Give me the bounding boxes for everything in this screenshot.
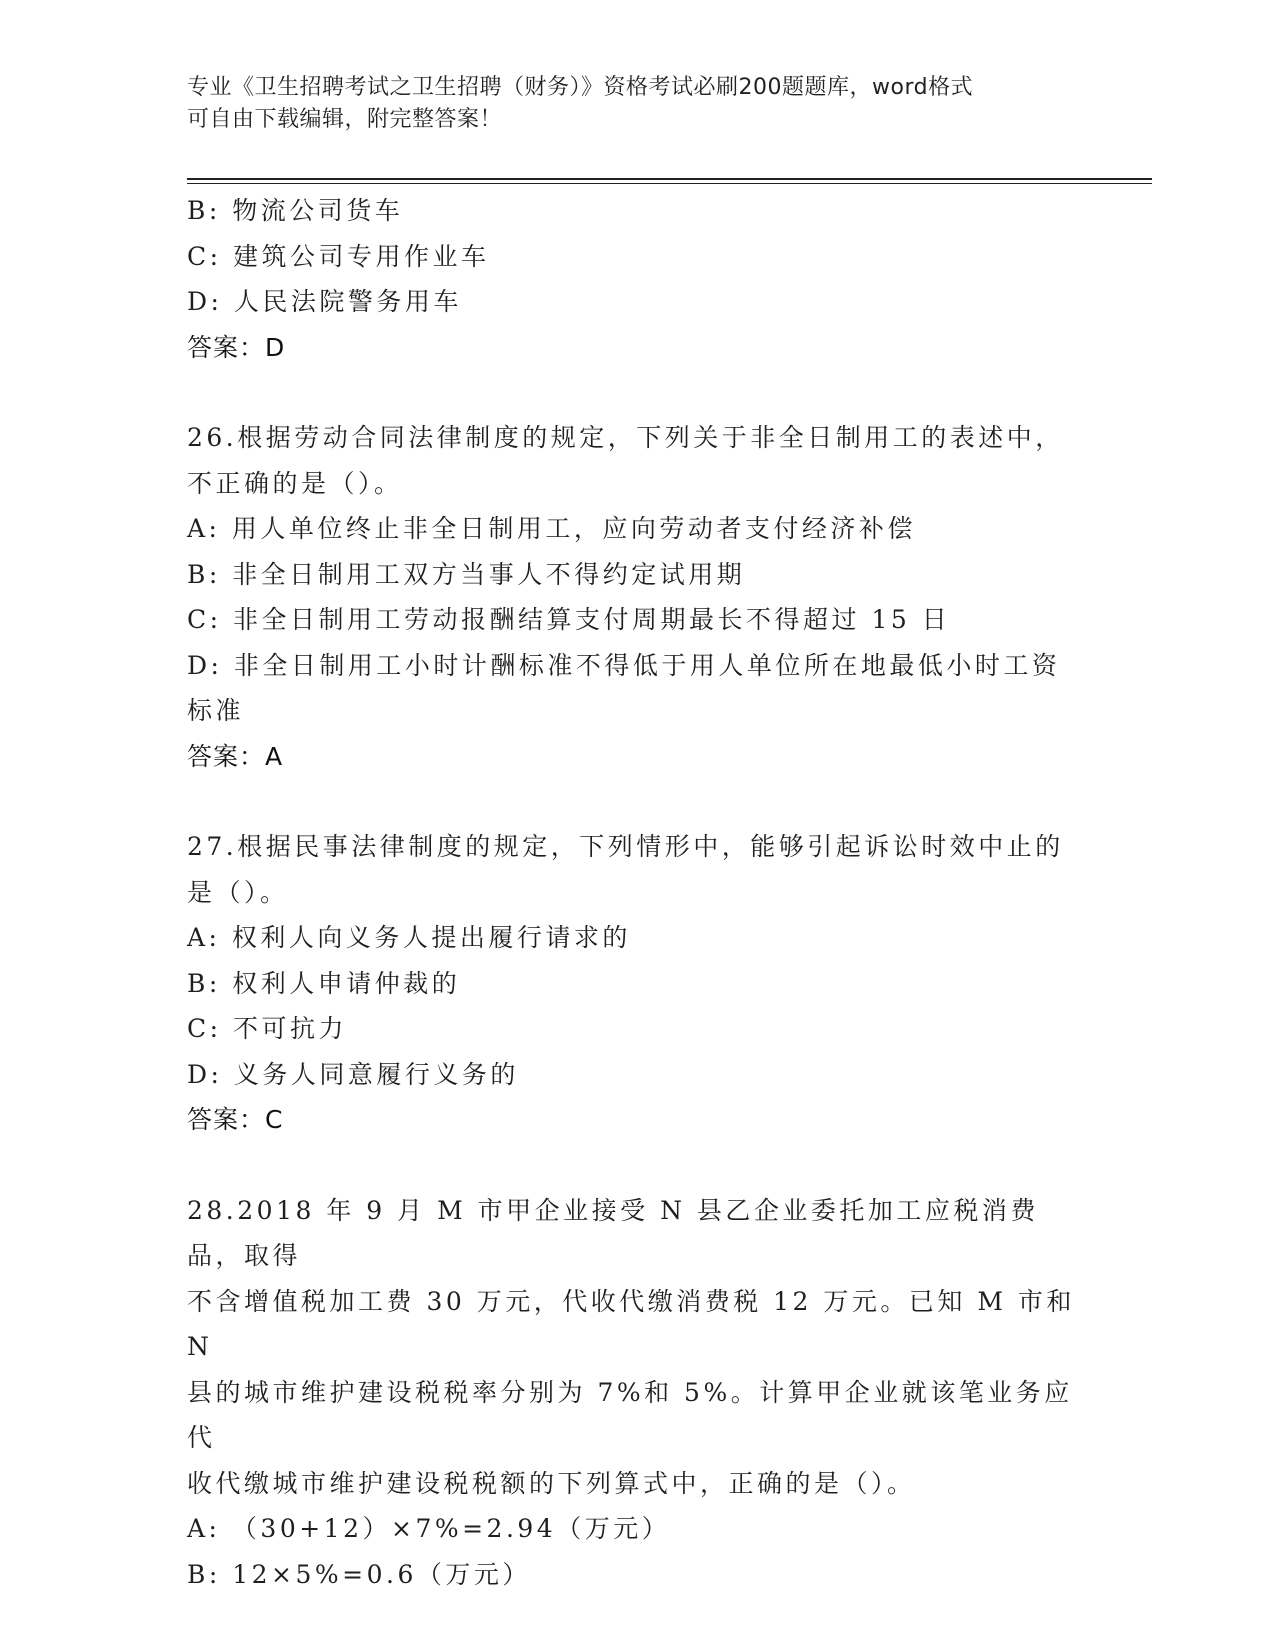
question-25 xyxy=(187,188,1087,370)
answer-label: 答案：C xyxy=(187,1105,284,1134)
header-title-line-2: 可自由下载编辑，附完整答案！ xyxy=(187,107,503,132)
option-b: B: 物流公司货车 xyxy=(187,196,404,225)
question-stem-line: 收代缴城市维护建设税税额的下列算式中，正确的是（）。 xyxy=(187,1468,916,1498)
option-c: C: 不可抗力 xyxy=(187,1014,347,1043)
question-stem-line: 26.根据劳动合同法律制度的规定，下列关于非全日制用工的表述中， xyxy=(187,423,1064,452)
question-28 xyxy=(187,1188,1087,1598)
option-b: B: 12×5%=0.6（万元） xyxy=(187,1559,531,1589)
option-b: B: 非全日制用工双方当事人不得约定试用期 xyxy=(187,559,746,589)
answer-label: 答案：D xyxy=(187,332,286,362)
option-d: D: 人民法院警务用车 xyxy=(187,287,462,316)
question-stem-line: 28.2018 年 9 月 M 市甲企业接受 N 县乙企业委托加工应税消费品，取得 xyxy=(187,1195,1039,1270)
option-c: C: 建筑公司专用作业车 xyxy=(187,241,490,271)
question-stem-line: 县的城市维护建设税税率分别为 7%和 5%。计算甲企业就该笔业务应代 xyxy=(187,1377,1073,1452)
option-a: A: （30+12）×7%=2.94（万元） xyxy=(187,1514,671,1543)
answer-label: 答案：A xyxy=(187,741,284,771)
option-a: A: 权利人向义务人提出履行请求的 xyxy=(187,923,631,952)
option-d: D: 非全日制用工小时计酬标准不得低于用人单位所在地最低小时工资 xyxy=(187,650,1061,680)
option-b: B: 权利人申请仲裁的 xyxy=(187,968,461,998)
header-title-line-1: 专业《卫生招聘考试之卫生招聘（财务）》资格考试必刷200题题库，word格式 xyxy=(187,75,974,100)
header-divider xyxy=(187,178,1152,184)
question-stem-line: 是（）。 xyxy=(187,877,289,907)
question-27 xyxy=(187,824,1087,1143)
question-stem-line: 27.根据民事法律制度的规定，下列情形中，能够引起诉讼时效中止的 xyxy=(187,832,1064,861)
option-a: A: 用人单位终止非全日制用工，应向劳动者支付经济补偿 xyxy=(187,514,916,543)
option-d: D: 义务人同意履行义务的 xyxy=(187,1059,519,1089)
question-stem-line: 不含增值税加工费 30 万元，代收代缴消费税 12 万元。已知 M 市和 N xyxy=(187,1286,1087,1361)
option-c: C: 非全日制用工劳动报酬结算支付周期最长不得超过 15 日 xyxy=(187,605,951,634)
question-list xyxy=(187,188,1087,1642)
option-d-continuation: 标准 xyxy=(187,696,245,725)
page-header xyxy=(187,72,1087,136)
question-stem-line: 不正确的是（）。 xyxy=(187,468,403,498)
question-26 xyxy=(187,415,1087,779)
